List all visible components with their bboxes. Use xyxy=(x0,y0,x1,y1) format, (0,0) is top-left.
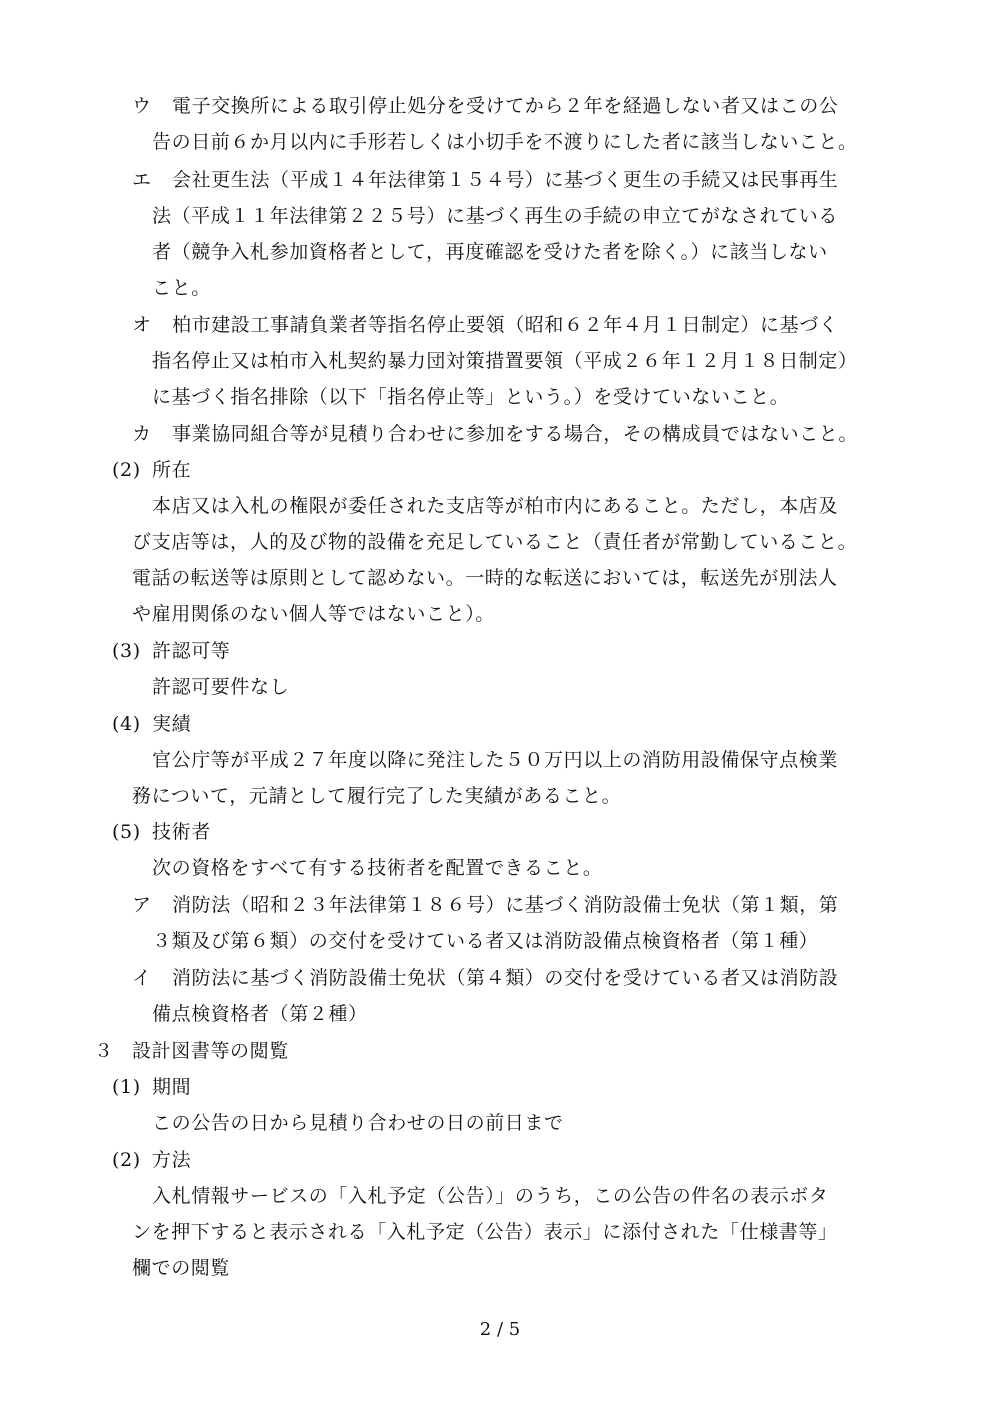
section-3-2-heading: (2) 方法 xyxy=(112,1149,192,1171)
section-2-5-number: (5) xyxy=(112,821,141,843)
item-u-marker: ウ xyxy=(132,95,152,117)
section-2-4-heading: (4) 実績 xyxy=(112,713,192,735)
item-e-line-4: こと。 xyxy=(152,277,211,299)
section-2-2-number: (2) xyxy=(112,459,141,481)
page-number: 2 / 5 xyxy=(479,1319,521,1340)
item-u-line-2: 告の日前６か月以内に手形若しくは小切手を不渡りにした者に該当しないこと。 xyxy=(152,131,858,153)
item-e-line-3: 者（競争入札参加資格者として，再度確認を受けた者を除く。）に該当しない xyxy=(152,241,828,263)
item-e-line-2: 法（平成１１年法律第２２５号）に基づく再生の手続の申立てがなされている xyxy=(152,205,839,227)
section-2-3-heading: (3) 許認可等 xyxy=(112,640,231,662)
item-e-line-1: エ 会社更生法（平成１４年法律第１５４号）に基づく更生の手続又は民事再生 xyxy=(132,169,839,191)
section-3-2-line-1: 入札情報サービスの「入札予定（公告）」のうち，この公告の件名の表示ボタ xyxy=(152,1185,829,1207)
section-3-1-number: (1) xyxy=(112,1076,141,1098)
section-3-2-number: (2) xyxy=(112,1149,141,1171)
item-a-marker: ア xyxy=(132,894,152,916)
section-2-2-line-2: び支店等は，人的及び物的設備を充足していること（責任者が常勤していること。 xyxy=(132,531,858,553)
section-2-3-line-1: 許認可要件なし xyxy=(152,676,290,698)
item-a-line-2: ３類及び第６類）の交付を受けている者又は消防設備点検資格者（第１種） xyxy=(152,930,819,952)
item-o-marker: オ xyxy=(132,314,152,336)
section-2-4-line-1: 官公庁等が平成２７年度以降に発注した５０万円以上の消防用設備保守点検業 xyxy=(152,749,839,771)
item-e-marker: エ xyxy=(132,169,152,191)
item-o-line-2: 指名停止又は柏市入札契約暴力団対策措置要領（平成２６年１２月１８日制定） xyxy=(152,350,858,372)
section-2-2-line-3: 電話の転送等は原則として認めない。一時的な転送においては，転送先が別法人 xyxy=(132,567,838,589)
item-u-line-1: ウ 電子交換所による取引停止処分を受けてから２年を経過しない者又はこの公 xyxy=(132,95,839,117)
section-3-number: ３ xyxy=(94,1040,114,1062)
section-3-heading: ３ 設計図書等の閲覧 xyxy=(94,1040,289,1062)
section-3-1-line-1: この公告の日から見積り合わせの日の前日まで xyxy=(152,1112,564,1134)
item-o-line-3: に基づく指名排除（以下「指名停止等」という。）を受けていないこと。 xyxy=(152,386,790,408)
section-2-2-line-1: 本店又は入札の権限が委任された支店等が柏市内にあること。ただし，本店及 xyxy=(152,495,839,517)
item-i-line-1: イ 消防法に基づく消防設備士免状（第４類）の交付を受けている者又は消防設 xyxy=(132,967,839,989)
section-2-2-heading: (2) 所在 xyxy=(112,459,192,481)
section-2-5-line-1: 次の資格をすべて有する技術者を配置できること。 xyxy=(152,857,603,879)
section-2-3-number: (3) xyxy=(112,640,141,662)
section-2-5-heading: (5) 技術者 xyxy=(112,821,211,843)
section-3-2-line-3: 欄での閲覧 xyxy=(132,1257,231,1279)
item-ka-marker: カ xyxy=(132,423,152,445)
section-2-4-number: (4) xyxy=(112,713,141,735)
item-o-line-1: オ 柏市建設工事請負業者等指名停止要領（昭和６２年４月１日制定）に基づく xyxy=(132,314,839,336)
section-3-2-line-2: ンを押下すると表示される「入札予定（公告）表示」に添付された「仕様書等」 xyxy=(132,1221,838,1243)
item-a-line-1: ア 消防法（昭和２３年法律第１８６号）に基づく消防設備士免状（第１類，第 xyxy=(132,894,839,916)
item-ka-line-1: カ 事業協同組合等が見積り合わせに参加をする場合，その構成員ではないこと。 xyxy=(132,423,859,445)
section-2-2-line-4: や雇用関係のない個人等ではないこと）。 xyxy=(132,603,495,625)
section-2-4-line-2: 務について，元請として履行完了した実績があること。 xyxy=(132,785,622,807)
item-i-line-2: 備点検資格者（第２種） xyxy=(152,1003,368,1025)
item-i-marker: イ xyxy=(132,967,152,989)
section-3-1-heading: (1) 期間 xyxy=(112,1076,192,1098)
